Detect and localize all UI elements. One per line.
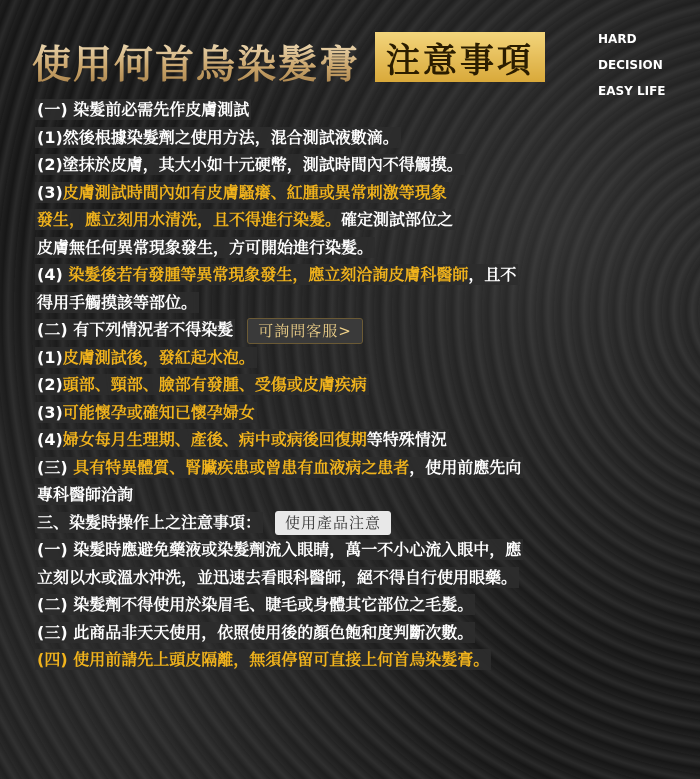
body-text: 立刻以水或溫水沖洗，並迅速去看眼科醫師，絕不得自行使用眼藥。 — [37, 567, 518, 587]
page-title: 使用何首烏染髮膏 — [32, 34, 360, 90]
ask-support-button[interactable]: 可詢問客服> — [247, 318, 363, 344]
line-text — [35, 374, 369, 395]
highlight-text: 染髮後若有發腫等異常現象發生，應立刻洽詢皮膚科醫師 — [68, 265, 469, 284]
motto-line-3: EASY LIFE — [598, 84, 666, 98]
highlight-text: 皮膚測試時間內如有皮膚騷癢、紅腫或異常刺激等現象 — [62, 182, 447, 202]
product-notice-tag: 使用產品注意 — [275, 511, 391, 535]
notice-line — [35, 426, 685, 454]
body-text: (4) — [37, 265, 69, 284]
highlight-text: (四) 使用前請先上頭皮隔離，無須停留可直接上何首烏染髮膏。 — [37, 650, 490, 669]
notice-line — [35, 481, 685, 509]
notice-line — [35, 151, 685, 179]
notice-content — [35, 96, 685, 674]
line-text — [35, 539, 523, 560]
body-text: 確定測試部位之 — [341, 210, 454, 229]
body-text: (3) — [37, 182, 63, 202]
motto — [598, 26, 688, 104]
notice-line — [35, 124, 685, 152]
highlight-text: 具有特異體質、腎臟疾患或曾患有血液病之患者 — [73, 457, 410, 477]
line-text — [35, 649, 491, 670]
notice-line — [35, 261, 685, 289]
notice-line — [35, 399, 685, 427]
highlight-text: 頭部、頸部、臉部有發腫、受傷或皮膚疾病 — [62, 375, 367, 394]
body-text: (三) 此商品非天天使用，依照使用後的顏色飽和度判斷次數。 — [37, 622, 474, 642]
line-text — [35, 567, 519, 588]
line-text — [35, 209, 455, 230]
body-text: 皮膚無任何異常現象發生，方可開始進行染髮。 — [37, 237, 374, 257]
highlight-text: 皮膚測試後，發紅起水泡。 — [62, 347, 255, 367]
line-text — [35, 347, 257, 368]
line-text — [35, 237, 375, 258]
highlight-text: 婦女每月生理期、產後、病中或病後回復期 — [62, 430, 367, 449]
body-text: (1) — [37, 347, 63, 367]
body-text: (一) 染髮時應避免藥液或染髮劑流入眼睛，萬一不小心流入眼中，應 — [37, 540, 522, 559]
notice-line — [35, 206, 685, 234]
body-text: (1)然後根據染髮劑之使用方法，混合測試液數滴。 — [37, 127, 399, 147]
body-text: (三) — [37, 457, 74, 477]
notice-line — [35, 619, 685, 647]
notice-line — [35, 591, 685, 619]
notice-line — [35, 344, 685, 372]
motto-line-2: DECISION — [598, 58, 663, 72]
line-text — [35, 457, 523, 478]
body-text: 專科醫師洽詢 — [37, 485, 134, 504]
notice-line — [35, 316, 685, 344]
body-text: (二) 有下列情況者不得染髮 — [37, 320, 234, 339]
header — [0, 0, 700, 98]
body-text: (2)塗抹於皮膚，其大小如十元硬幣，測試時間內不得觸摸。 — [37, 155, 463, 174]
notice-line — [35, 371, 685, 399]
line-text — [35, 319, 235, 340]
notice-line — [35, 536, 685, 564]
notice-line — [35, 509, 685, 537]
motto-line-1: HARD — [598, 32, 637, 46]
highlight-text: 可能懷孕或確知已懷孕婦女 — [62, 402, 255, 422]
notice-line — [35, 646, 685, 674]
notice-badge: 注意事項 — [375, 32, 545, 82]
body-text: 等特殊情況 — [366, 430, 447, 449]
notice-line — [35, 454, 685, 482]
line-text — [35, 594, 475, 615]
line-text — [35, 99, 251, 120]
line-text — [35, 622, 475, 643]
line-text — [35, 292, 199, 313]
body-text: ，使用前應先向 — [409, 457, 522, 477]
notice-line — [35, 96, 685, 124]
line-text — [35, 154, 465, 175]
line-text — [35, 512, 263, 533]
line-text — [35, 429, 449, 450]
line-text — [35, 127, 401, 148]
line-text — [35, 402, 257, 423]
line-text — [35, 484, 135, 505]
body-text: (一) 染髮前必需先作皮膚測試 — [37, 100, 250, 119]
body-text: (2) — [37, 375, 63, 394]
highlight-text: 發生，應立刻用水清洗，且不得進行染髮。 — [37, 210, 342, 229]
line-text — [35, 264, 518, 285]
body-text: ，且不 — [468, 265, 517, 284]
notice-line — [35, 234, 685, 262]
body-text: (4) — [37, 430, 63, 449]
line-text — [35, 182, 449, 203]
body-text: 三、染髮時操作上之注意事項： — [37, 512, 262, 532]
body-text: (二) 染髮劑不得使用於染眉毛、睫毛或身體其它部位之毛髮。 — [37, 595, 474, 614]
body-text: 得用手觸摸該等部位。 — [37, 292, 198, 312]
notice-line — [35, 179, 685, 207]
notice-line — [35, 289, 685, 317]
notice-line — [35, 564, 685, 592]
body-text: (3) — [37, 402, 63, 422]
